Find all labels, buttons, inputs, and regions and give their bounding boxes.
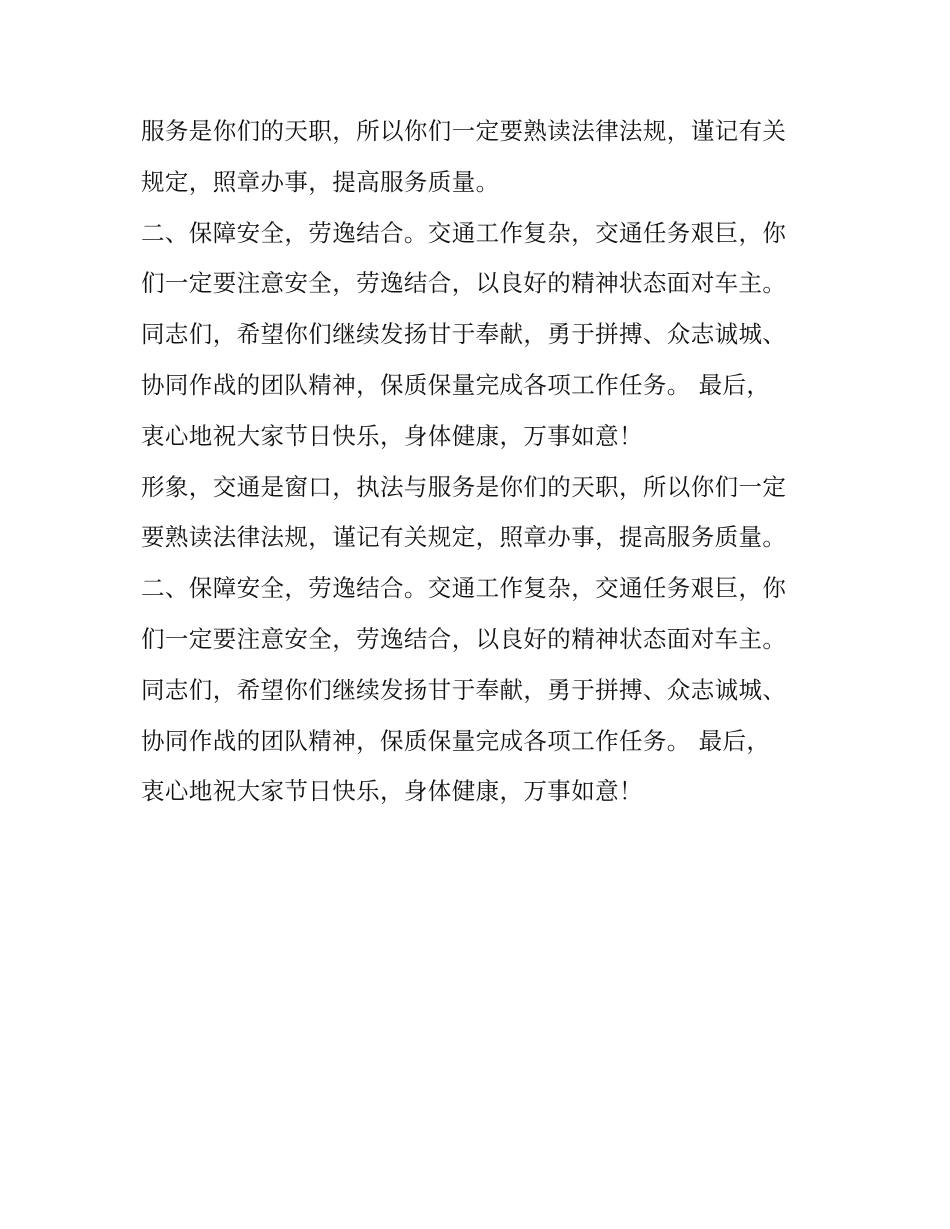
text-line: 二、保障安全，劳逸结合。交通工作复杂，交通任务艰巨，你 — [141, 218, 787, 247]
text-line: 衷心地祝大家节日快乐，身体健康，万事如意！ — [141, 777, 643, 806]
text-line: 们一定要注意安全，劳逸结合，以良好的精神状态面对车主。 — [141, 269, 787, 298]
text-line: 要熟读法律法规，谨记有关规定，照章办事，提高服务质量。 — [141, 523, 787, 552]
text-line: 同志们，希望你们继续发扬甘于奉献，勇于拼搏、众志诚城、 — [141, 675, 787, 704]
text-line: 规定，照章办事，提高服务质量。 — [141, 167, 500, 196]
text-line: 二、保障安全，劳逸结合。交通工作复杂，交通任务艰巨，你 — [141, 574, 787, 603]
text-line: 服务是你们的天职，所以你们一定要熟读法律法规，谨记有关 — [141, 117, 787, 145]
text-line: 协同作战的团队精神，保质保量完成各项工作任务。 最后， — [141, 726, 771, 755]
text-line: 同志们，希望你们继续发扬甘于奉献，勇于拼搏、众志诚城、 — [141, 320, 787, 349]
text-line: 衷心地祝大家节日快乐，身体健康，万事如意！ — [141, 421, 643, 450]
text-line: 协同作战的团队精神，保质保量完成各项工作任务。 最后， — [141, 370, 771, 399]
text-line: 形象，交通是窗口，执法与服务是你们的天职，所以你们一定 — [141, 472, 787, 501]
text-line: 们一定要注意安全，劳逸结合，以良好的精神状态面对车主。 — [141, 624, 787, 653]
document-body — [141, 106, 821, 817]
